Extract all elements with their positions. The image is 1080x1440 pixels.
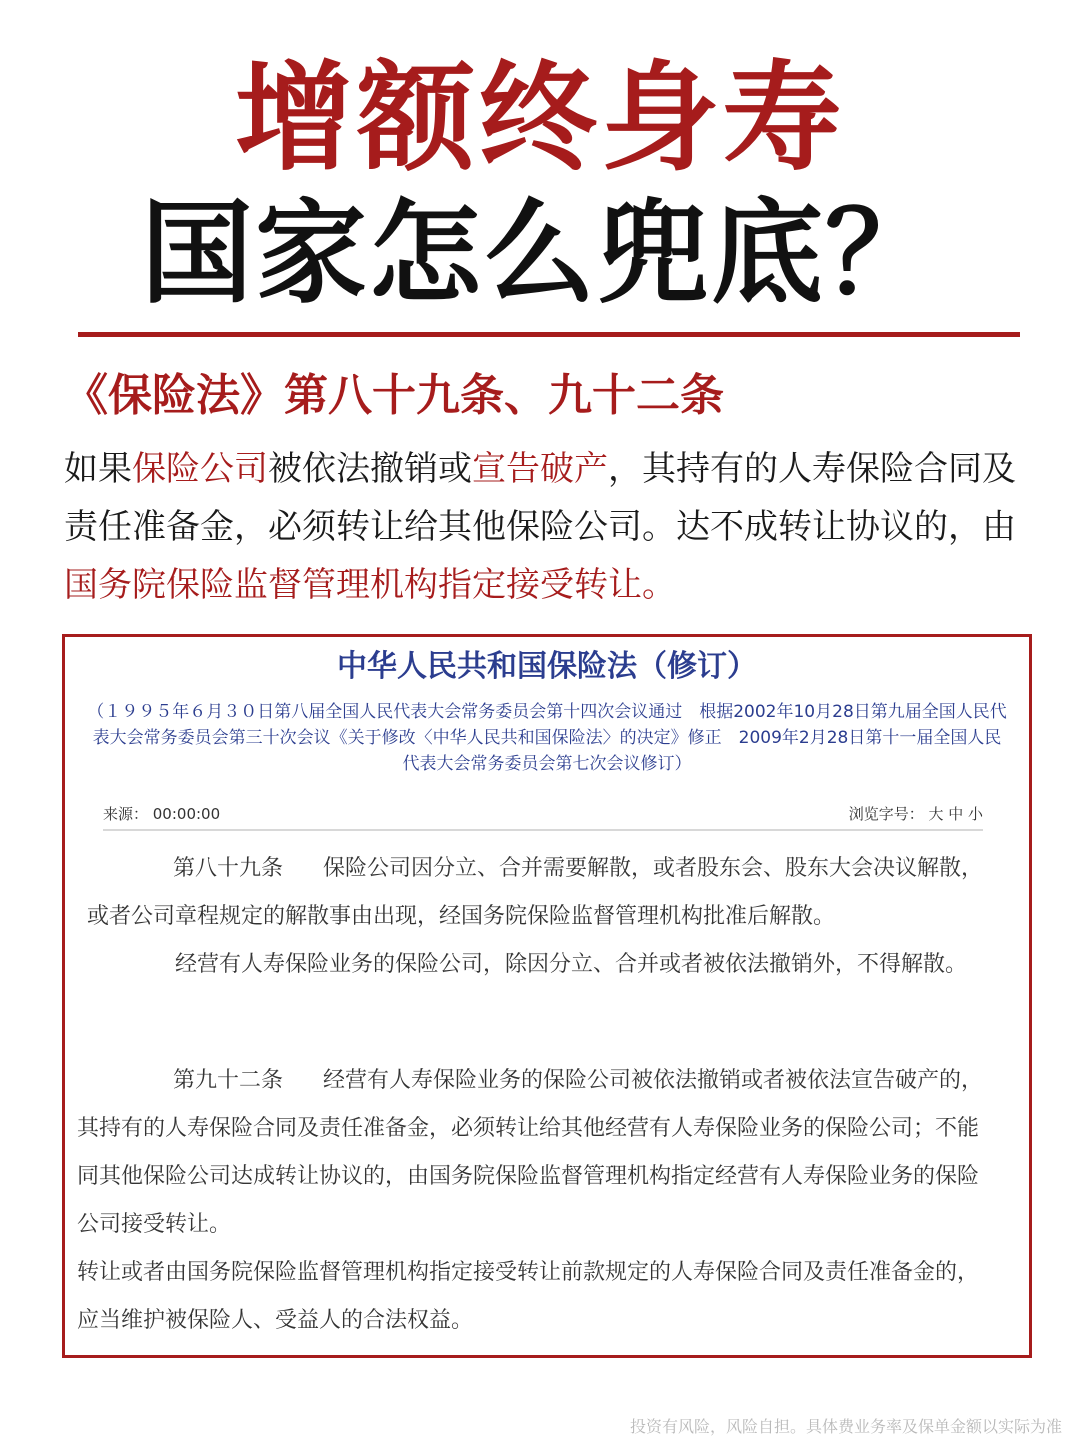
summary-highlight-insurer: 保险公司 (132, 449, 268, 489)
summary-text-1: 如果 (64, 449, 132, 489)
article-89-paragraph-2: 经营有人寿保险业务的保险公司，除因分立、合并或者被依法撤销外，不得解散。 (175, 952, 968, 977)
article-92-text-1: 经营有人寿保险业务的保险公司被依法撤销或者被依法宣告破产的，其持有的人寿保险合同及责任准备金，必须转让给其他经营有人寿保险业务的保险公司；不能同其他保险公司达成转让协议的，由国务院保险监督管理机构指定经营有人寿保险业务的保险公司接受转让。 (77, 1068, 984, 1237)
article-92-paragraph-1 (77, 1057, 989, 1249)
law-source: 来源： 00:00:00 (103, 805, 221, 823)
section-heading: 《保险法》第八十九条、九十二条 (64, 370, 724, 421)
law-meta-row (103, 799, 983, 831)
article-92-heading: 第九十二条 (173, 1068, 284, 1093)
title-divider (78, 332, 1020, 337)
article-89-text-1: 保险公司因分立、合并需要解散，或者股东会、股东大会决议解散，或者公司章程规定的解散事由出现，经国务院保险监督管理机构批准后解散。 (87, 856, 984, 929)
article-89-paragraph-1 (87, 845, 987, 941)
page-title: 增额终身寿 (234, 49, 845, 187)
law-subtitle: （１９９５年６月３０日第八届全国人民代表大会常务委员会第十四次会议通过 根据2002年10月28日第九届全国人民代表大会常务委员会第三十次会议《关于修改〈中华人民共和国保险法〉的决定》修正 2009年2月28日第十一届全国人民代表大会常务委员会第七次会议修订） (87, 702, 1007, 774)
summary-text-3: ，其持有的人寿保险合同及责任准备金，必须转让给其他保险公司。达不成转让协议的，由 (64, 449, 1016, 547)
font-size-selector[interactable]: 浏览字号： 大 中 小 (848, 805, 983, 823)
footer-disclaimer: 投资有风险，风险自担。具体费业务率及保单金额以实际为准 (629, 1417, 1062, 1436)
summary-paragraph (64, 440, 1044, 614)
article-92-paragraph-2: 转让或者由国务院保险监督管理机构指定接受转让前款规定的人寿保险合同及责任准备金的，应当维护被保险人、受益人的合法权益。 (77, 1260, 980, 1333)
summary-highlight-regulator: 国务院保险监督管理机构指定接受转让。 (64, 565, 676, 605)
summary-text-2: 被依法撤销或 (268, 449, 472, 489)
law-screenshot-box (62, 634, 1032, 1358)
page-subtitle: 国家怎么兜底？ (141, 189, 939, 319)
summary-highlight-bankruptcy: 宣告破产 (472, 449, 608, 489)
law-title: 中华人民共和国保险法（修订） (337, 649, 757, 684)
article-89-heading: 第八十九条 (173, 856, 284, 881)
